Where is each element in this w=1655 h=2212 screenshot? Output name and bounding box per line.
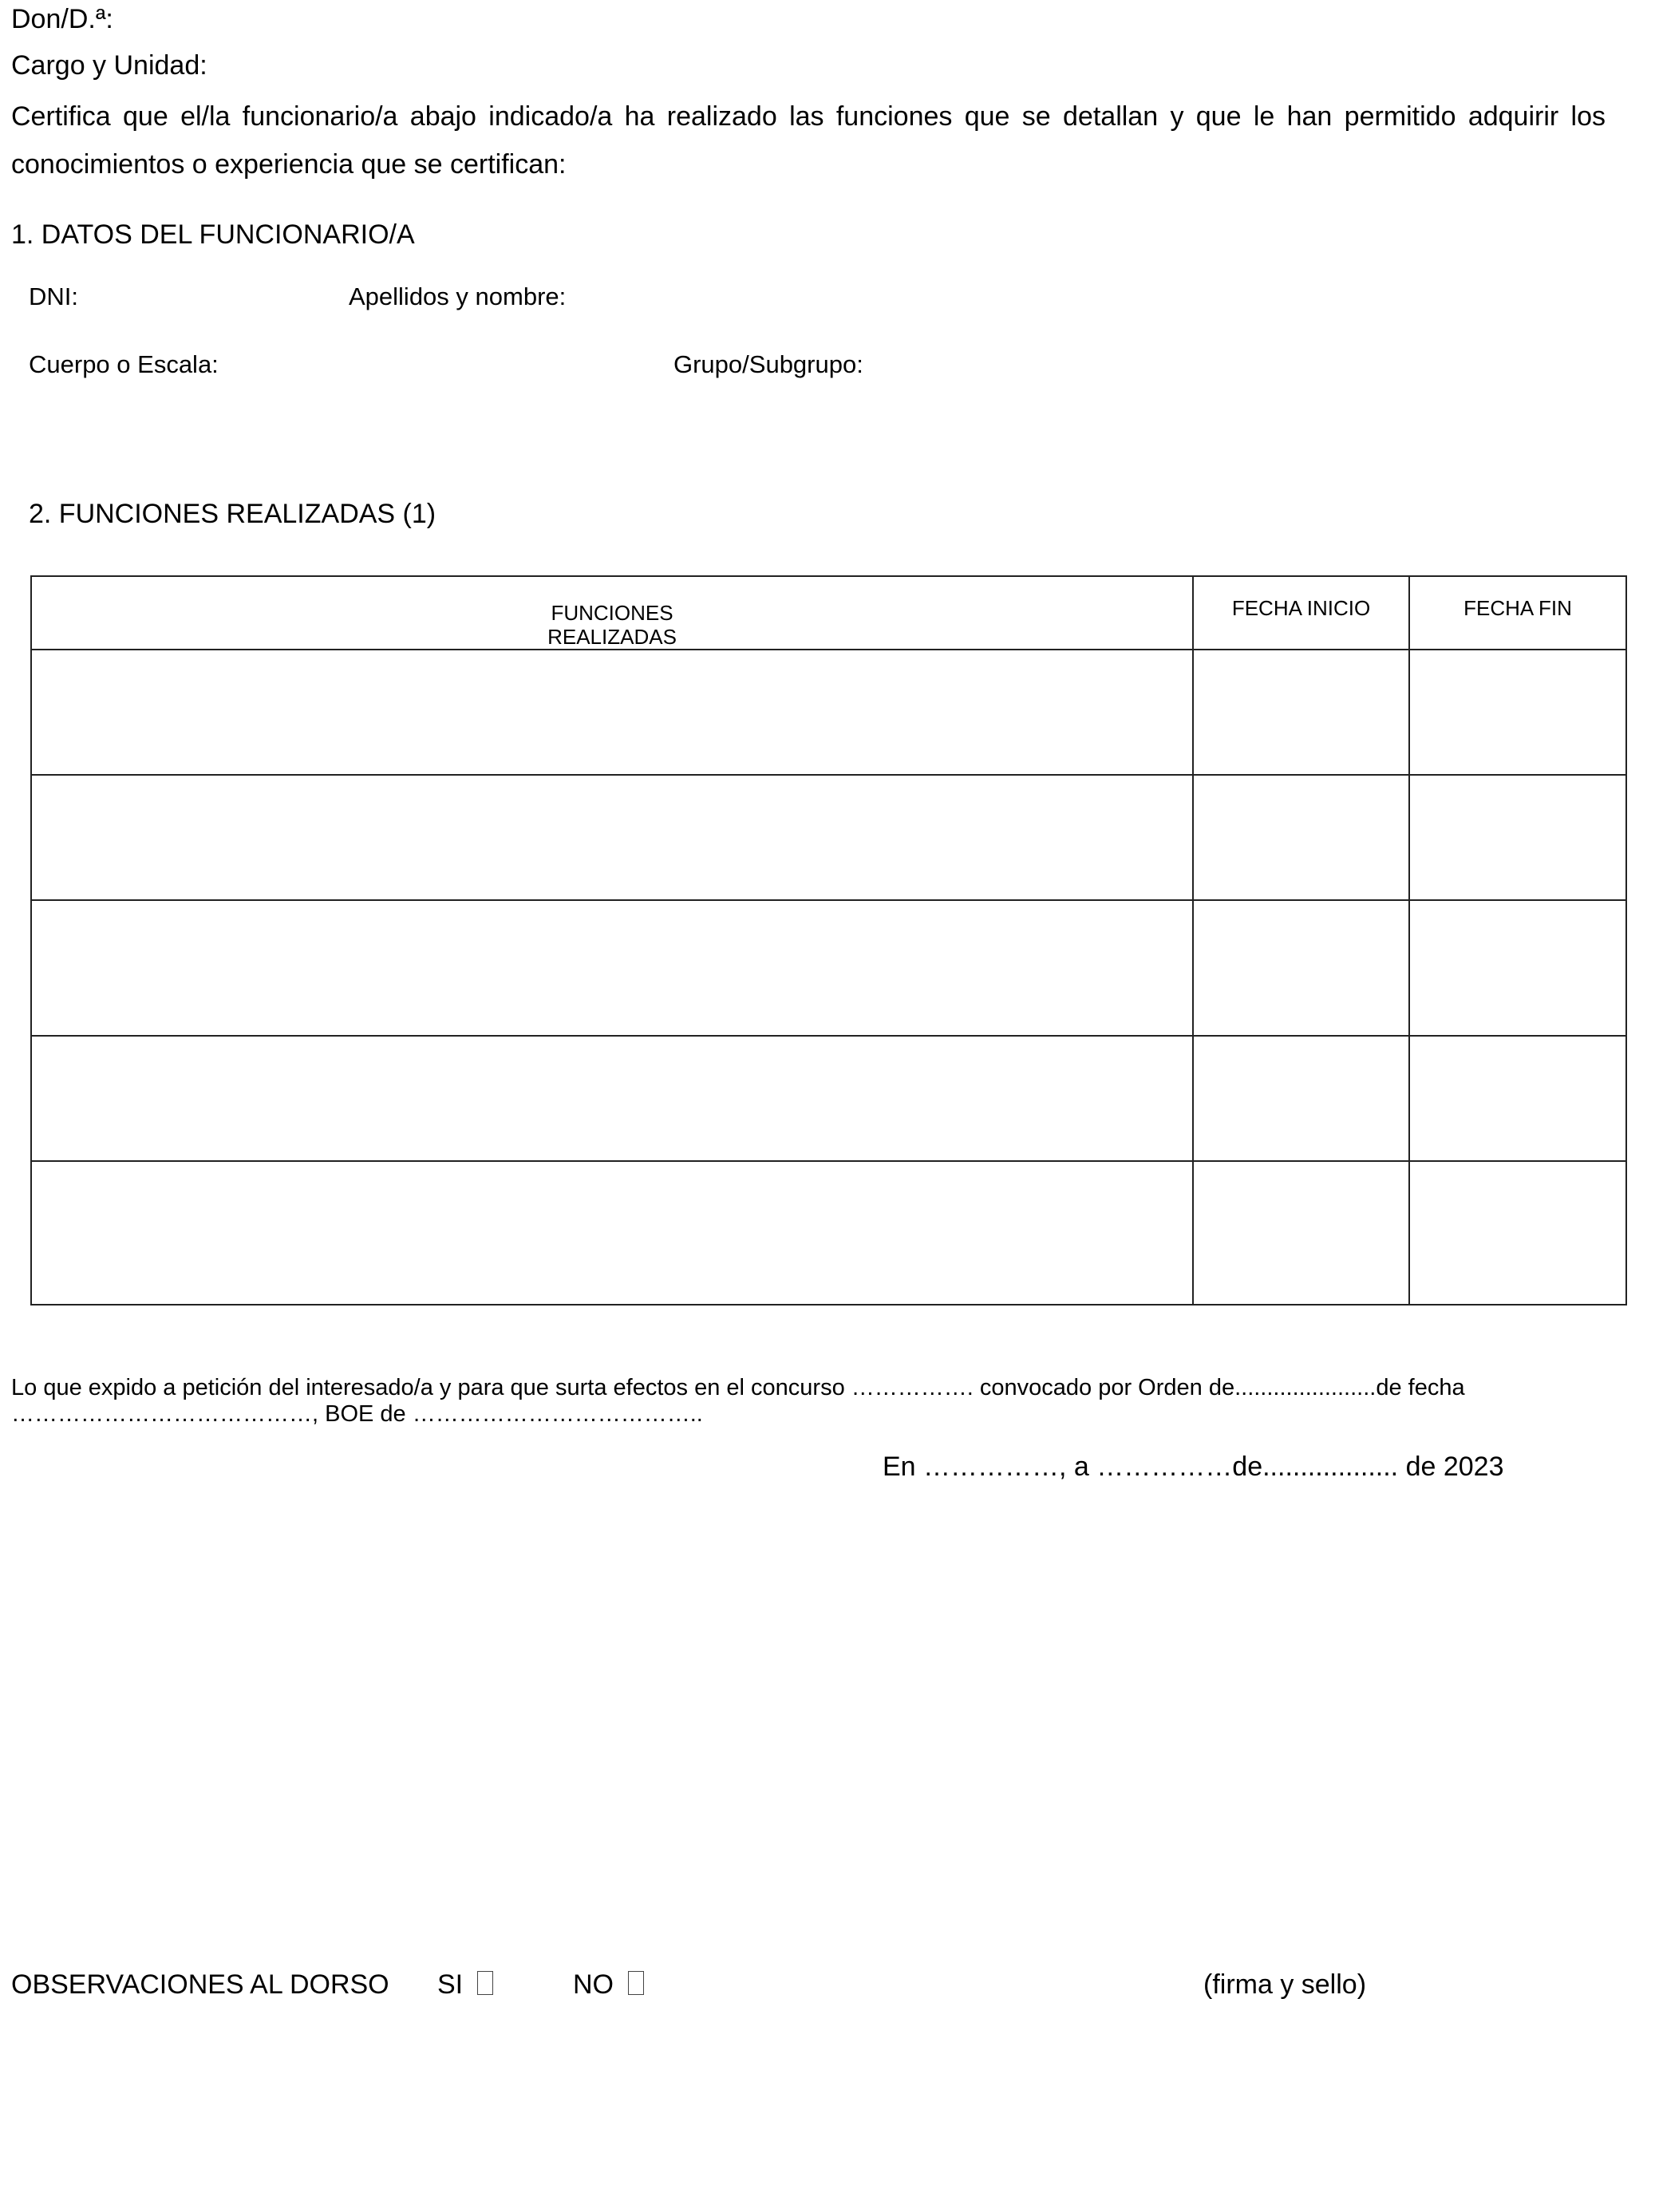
- cell-fecha-fin[interactable]: [1409, 650, 1626, 775]
- header-fecha-inicio: FECHA INICIO: [1193, 576, 1409, 650]
- cell-fecha-fin[interactable]: [1409, 900, 1626, 1036]
- cell-funciones[interactable]: [31, 650, 1193, 775]
- table-row: [31, 1036, 1626, 1161]
- don-label: Don/D.ª:: [11, 4, 113, 34]
- cell-funciones[interactable]: [31, 1161, 1193, 1305]
- cell-fecha-inicio[interactable]: [1193, 650, 1409, 775]
- cuerpo-escala-label: Cuerpo o Escala:: [29, 350, 219, 378]
- no-checkbox-icon[interactable]: [628, 1971, 644, 1995]
- si-checkbox-icon[interactable]: [477, 1971, 493, 1995]
- cell-fecha-inicio[interactable]: [1193, 1161, 1409, 1305]
- firma-sello-label: (firma y sello): [1203, 1969, 1367, 2000]
- cell-fecha-fin[interactable]: [1409, 1036, 1626, 1161]
- si-label: SI: [437, 1969, 464, 2000]
- cell-funciones[interactable]: [31, 900, 1193, 1036]
- no-label: NO: [573, 1969, 614, 2000]
- table-row: [31, 900, 1626, 1036]
- cell-funciones[interactable]: [31, 775, 1193, 900]
- header-funciones-line1: FUNCIONES: [551, 601, 673, 625]
- header-funciones-line2: REALIZADAS: [547, 625, 677, 649]
- table-row: [31, 1161, 1626, 1305]
- observaciones-label: OBSERVACIONES AL DORSO: [11, 1969, 389, 2000]
- cell-fecha-inicio[interactable]: [1193, 775, 1409, 900]
- certification-paragraph: Certifica que el/la funcionario/a abajo indicado/a ha realizado las funciones que se detallan y que le han permitido adquirir los conocimientos o experiencia que se certifican:: [11, 101, 1606, 180]
- cargo-unidad-label: Cargo y Unidad:: [11, 50, 207, 81]
- cell-funciones[interactable]: [31, 1036, 1193, 1161]
- cell-fecha-fin[interactable]: [1409, 1161, 1626, 1305]
- cell-fecha-fin[interactable]: [1409, 775, 1626, 900]
- closing-statement: Lo que expido a petición del interesado/a y para que surta efectos en el concurso ……………. convocado por Orden de......................de fecha …………………………………, BOE de ………………………………..: [11, 1375, 1465, 1427]
- observaciones-si-option[interactable]: [437, 1969, 493, 2001]
- place-date-line: En ……………, a ……………de.................. de 2023: [883, 1452, 1504, 1482]
- table-row: [31, 650, 1626, 775]
- section2-title: 2. FUNCIONES REALIZADAS (1): [29, 499, 436, 529]
- table-header-row: [31, 576, 1626, 650]
- dni-label: DNI:: [29, 282, 78, 310]
- apellidos-nombre-label: Apellidos y nombre:: [349, 282, 567, 310]
- observaciones-no-option[interactable]: [573, 1969, 644, 2001]
- grupo-subgrupo-label: Grupo/Subgrupo:: [673, 350, 863, 378]
- section1-title: 1. DATOS DEL FUNCIONARIO/A: [11, 219, 415, 250]
- functions-table: [30, 575, 1627, 1305]
- cell-fecha-inicio[interactable]: [1193, 1036, 1409, 1161]
- header-fecha-fin: FECHA FIN: [1409, 576, 1626, 650]
- header-funciones-realizadas: [31, 576, 1193, 650]
- cell-fecha-inicio[interactable]: [1193, 900, 1409, 1036]
- table-row: [31, 775, 1626, 900]
